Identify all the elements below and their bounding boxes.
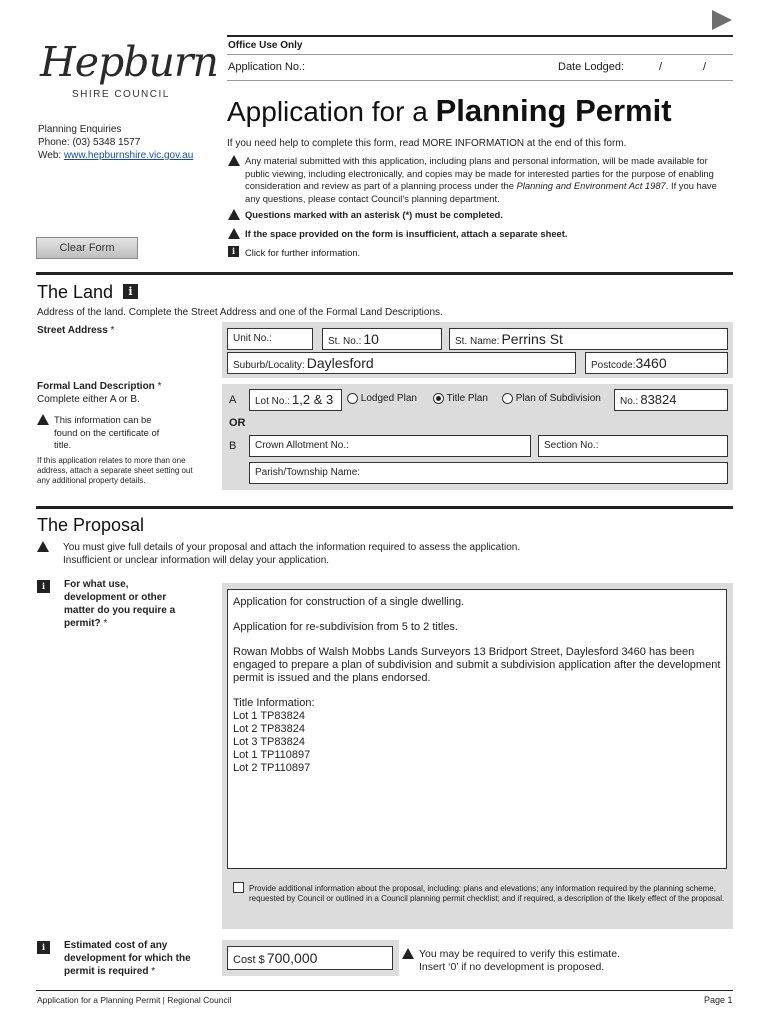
page-title [227, 93, 672, 129]
warning-icon [228, 209, 240, 220]
cost-question-label: Estimated cost of any development for which the permit is required * [64, 940, 191, 977]
certificate-note: This information can be found on the certificate of title. [37, 414, 167, 452]
cost-info-icon[interactable]: i [37, 941, 50, 954]
verify-note: You may be required to verify this estimate. Insert ‘0’ if no development is proposed. [402, 948, 732, 974]
lot-no-field[interactable]: Lot No.: 1,2 & 3 [249, 389, 342, 411]
info-icon[interactable]: i [228, 246, 239, 257]
use-question-label: For what use, development or other matter do you require a permit? * [64, 579, 176, 629]
lot-line: Lot 3 TP83824 [233, 736, 305, 748]
council-logo: Hepburn [40, 38, 218, 86]
office-divider [227, 54, 733, 55]
warning-icon [228, 155, 240, 166]
unit-no-field[interactable]: Unit No.: [227, 328, 313, 350]
plan-no-field[interactable]: No.: 83824 [614, 389, 728, 411]
proposal-textarea[interactable] [227, 589, 727, 869]
footer-left-text: Application for a Planning Permit | Regional Council [37, 995, 232, 1005]
proposal-info-icon[interactable]: i [37, 580, 50, 593]
plan-subdivision-radio[interactable] [502, 393, 513, 404]
warning-icon [37, 414, 49, 425]
contact-phone: Phone: (03) 5348 1577 [38, 137, 141, 148]
street-name-field[interactable]: St. Name: Perrins St [449, 328, 728, 350]
page-number: Page 1 [704, 995, 733, 1005]
title-bold: Planning Permit [435, 93, 672, 128]
title-plan-radio[interactable] [433, 393, 444, 404]
intro-text: If you need help to complete this form, read MORE INFORMATION at the end of this form. [227, 138, 627, 149]
land-section-title: The Land [37, 282, 114, 302]
council-logo-subtitle: SHIRE COUNCIL [72, 89, 170, 100]
parish-field[interactable]: Parish/Township Name: [249, 462, 728, 484]
contact-web: Web: www.hepburnshire.vic.gov.au [38, 150, 194, 161]
option-a-label: A [229, 394, 237, 406]
office-use-label: Office Use Only [228, 40, 303, 51]
proposal-para-3: Rowan Mobbs of Walsh Mobbs Lands Surveyors 13 Bridport Street, Daylesford 3460 has been engaged to prepare a plan of subdivision and submit a subdivision application after the development permit is issued and the plans endorsed. [233, 646, 721, 684]
office-top-rule [227, 35, 733, 37]
proposal-warning: You must give full details of your proposal and attach the information required to assess the application. Insufficient or unclear information will delay your application. [37, 541, 637, 567]
application-no-label: Application No.: [228, 61, 306, 73]
section-no-field[interactable]: Section No.: [538, 435, 728, 457]
cost-field[interactable]: Cost $ 700,000 [227, 946, 393, 970]
date-lodged-label: Date Lodged: [558, 61, 625, 73]
land-intro: Address of the land. Complete the Street Address and one of the Formal Land Descriptions. [37, 307, 443, 318]
plan-subdivision-option[interactable]: Plan of Subdivision [502, 393, 601, 404]
option-b-label: B [229, 440, 237, 452]
lodged-plan-option[interactable]: Lodged Plan [347, 393, 417, 404]
title-info-heading: Title Information: [233, 697, 315, 709]
lot-line: Lot 2 TP83824 [233, 723, 305, 735]
formal-land-label: Formal Land Description * [37, 381, 162, 392]
warning-icon [37, 541, 49, 552]
proposal-para-2: Application for re-subdivision from 5 to 2 titles. [233, 621, 458, 633]
warning-icon [228, 228, 240, 239]
land-info-icon[interactable]: i [123, 284, 138, 299]
space-warning: If the space provided on the form is insufficient, attach a separate sheet. [228, 228, 733, 241]
title-plan-option[interactable]: Title Plan [433, 393, 488, 404]
title-light: Application for a [227, 96, 436, 127]
asterisk-warning: Questions marked with an asterisk (*) must be completed. [228, 209, 733, 222]
provide-info-note: Provide additional information about the proposal, including: plans and elevations; any information required by the planning scheme, requested by Council or outlined in a Council planning permit checklist; and if required, a description of the likely effect of the proposal. [249, 884, 725, 903]
suburb-field[interactable]: Suburb/Locality: Daylesford [227, 352, 576, 374]
office-bottom-rule [227, 80, 733, 81]
lot-line: Lot 2 TP110897 [233, 762, 311, 774]
street-address-label: Street Address * [37, 325, 115, 336]
lot-line: Lot 1 TP83824 [233, 710, 305, 722]
footer-rule [36, 990, 733, 991]
date-slash-2: / [703, 61, 707, 73]
warning-icon [402, 948, 414, 959]
complete-either-text: Complete either A or B. [37, 394, 140, 405]
street-no-field[interactable]: St. No.: 10 [322, 328, 442, 350]
lot-line: Lot 1 TP110897 [233, 749, 311, 761]
proposal-section-title: The Proposal [37, 515, 145, 535]
or-label: OR [229, 417, 246, 429]
edit-note-icon [233, 882, 244, 893]
date-slash-1: / [659, 61, 663, 73]
postcode-field[interactable]: Postcode:3460 [585, 352, 728, 374]
clear-form-button[interactable]: Clear Form [36, 237, 138, 259]
lodged-plan-radio[interactable] [347, 393, 358, 404]
contact-block [38, 123, 193, 162]
land-section-rule [36, 272, 733, 275]
multi-address-note: If this application relates to more than one address, attach a separate sheet setting out any additional property details. [37, 456, 193, 485]
proposal-para-1: Application for construction of a single dwelling. [233, 596, 465, 608]
click-info-text: Click for further information. [245, 247, 361, 258]
website-link[interactable]: www.hepburnshire.vic.gov.au [63, 150, 194, 161]
contact-enquiries: Planning Enquiries [38, 124, 122, 135]
crown-allotment-field[interactable]: Crown Allotment No.: [249, 435, 531, 457]
next-page-arrow-icon[interactable] [712, 10, 732, 30]
material-warning: Any material submitted with this application, including plans and personal information, will be made available for public viewing, including electronically, and copies may be made for interested parties for the purpose of enabling consideration and review as part of a planning process under the Planning and Environment Act 1987. If you have any questions, please contact Council’s planning department. [228, 155, 733, 205]
proposal-section-rule [36, 506, 733, 509]
